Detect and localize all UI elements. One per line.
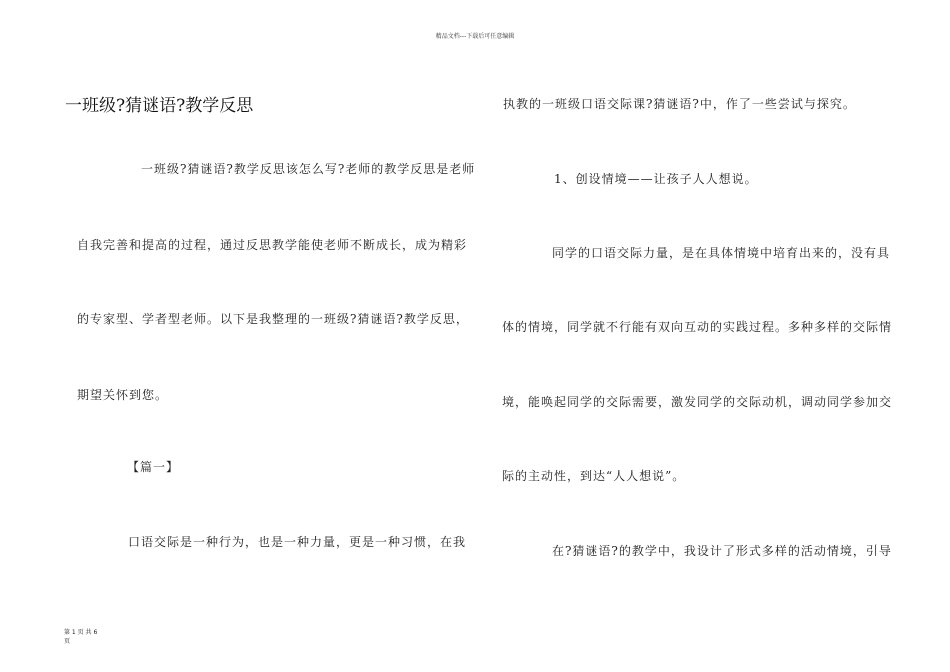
document-title: 一班级?猜谜语?教学反思 bbox=[65, 96, 254, 116]
right-paragraph-line-5: 际的主动性，到达“人人想说”。 bbox=[502, 469, 686, 483]
left-paragraph-line-3: 的专家型、学者型老师。以下是我整理的一班级?猜谜语?教学反思， bbox=[77, 312, 469, 326]
right-paragraph-line-2: 同学的口语交际力量，是在具体情境中培育出来的，没有具 bbox=[552, 246, 891, 260]
right-subheading: 1、创设情境——让孩子人人想说。 bbox=[554, 172, 758, 186]
right-paragraph-line-6: 在?猜谜语?的教学中，我设计了形式多样的活动情境，引导 bbox=[552, 544, 892, 558]
page-number bbox=[64, 628, 97, 646]
section-heading: 【篇一】 bbox=[127, 460, 180, 474]
left-paragraph-line-2: 自我完善和提高的过程，通过反思教学能使老师不断成长，成为精彩 bbox=[77, 238, 468, 252]
page-number-line-2: 页 bbox=[64, 638, 71, 645]
left-paragraph-line-4: 期望关怀到您。 bbox=[77, 388, 169, 402]
left-paragraph-line-5: 口语交际是一种行为，也是一种力量，更是一种习惯，在我 bbox=[128, 535, 467, 549]
right-paragraph-line-1: 执教的一班级口语交际课?猜谜语?中，作了一些尝试与探究。 bbox=[503, 97, 856, 111]
left-paragraph-line-1: 一班级?猜谜语?教学反思该怎么写?老师的教学反思是老师 bbox=[141, 162, 476, 176]
right-paragraph-line-4: 境，能唤起同学的交际需要，激发同学的交际动机，调动同学参加交 bbox=[502, 395, 893, 409]
header-note: 精品文档---下载后可任意编辑 bbox=[435, 33, 515, 40]
right-paragraph-line-3: 体的情境，同学就不行能有双向互动的实践过程。多种多样的交际情 bbox=[502, 320, 893, 334]
page-number-line-1: 第 1 页 共 6 bbox=[64, 629, 98, 636]
